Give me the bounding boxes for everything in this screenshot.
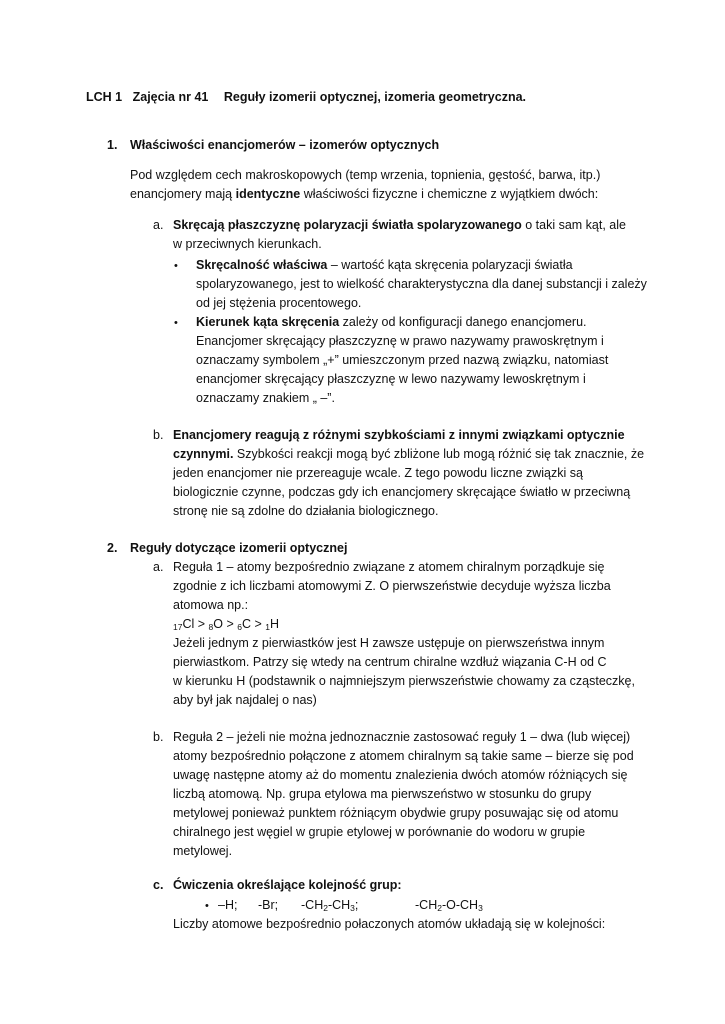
item-1b-bold: czynnymi. — [173, 447, 234, 461]
item-2a-line1: Reguła 1 – atomy bezpośrednio związane z atomem chiralnym porządkuje się — [173, 560, 605, 574]
lesson-number: Zajęcia nr 41 — [132, 90, 209, 104]
bullet-1-rest: – wartość kąta skręcenia polaryzacji światła — [327, 258, 573, 272]
item-2b-line1: Reguła 2 – jeżeli nie można jednoznacznie zastosować reguły 1 – dwa (lub więcej) — [173, 730, 631, 744]
item-1b-line1: Enancjomery reagują z różnymi szybkościami z innymi związkami optycznie — [173, 428, 625, 442]
subscript: 3 — [350, 903, 355, 913]
bullet-2-line2: Enancjomer skręcający płaszczyznę w prawo nazywamy prawoskrętnym i — [196, 334, 604, 348]
item-2b-line4: liczbą atomową. Np. grupa etylowa ma pierwszeństwo w stosunku do grupy — [173, 787, 592, 801]
bullet-2-line3: oznaczamy symbolem „+” umieszczonym przed nazwą związku, natomiast — [196, 353, 609, 367]
lesson-title: Reguły izomerii optycznej, izomeria geometryczna. — [223, 90, 527, 104]
bullet-1-bold: Skręcalność właściwa — [196, 258, 328, 272]
subscript: 8 — [208, 622, 214, 632]
item-2b-line2: atomy bezpośrednio połączone z atomem chiralnym są takie same – bierze się pod — [173, 749, 634, 763]
item-1b-line2 — [173, 445, 644, 464]
bullet-2-bold: Kierunek kąta skręcenia — [196, 315, 340, 329]
group-hydrogen: –H; — [218, 898, 238, 912]
section-1-heading: Właściwości enancjomerów – izomerów optycznych — [130, 138, 440, 152]
item-2a-line6: pierwiastkom. Patrzy się wtedy na centrum chiralne wzdłuż wiązania C-H od C — [173, 655, 607, 669]
bullet-2-line4: enancjomer skręcający płaszczyznę w lewo nazywamy lewoskrętnym i — [196, 372, 586, 386]
item-2a-line2: zgodnie z ich liczbami atomowymi Z. O pierwszeństwie decyduje wyższa liczba — [173, 579, 611, 593]
header-line — [86, 88, 526, 107]
bullet-2-rest: zależy od konfiguracji danego enancjomeru. — [339, 315, 587, 329]
item-2b-line7: metylowej. — [173, 844, 233, 858]
intro-text-rest: właściwości fizyczne i chemiczne z wyjątkiem dwóch: — [300, 187, 599, 201]
element-symbol: H — [270, 617, 280, 631]
group-part: -CH — [415, 898, 438, 912]
item-2a-line7: w kierunku H (podstawnik o najmniejszym pierwszeństwie chowamy za cząsteczkę, — [173, 674, 635, 688]
bullet-1-line1 — [196, 256, 573, 275]
item-1a-bold: Skręcają płaszczyznę polaryzacji światła spolaryzowanego — [173, 218, 522, 232]
item-2b-marker: b. — [153, 730, 164, 744]
group-part: -O-CH — [441, 898, 479, 912]
intro-bold: identyczne — [235, 187, 301, 201]
comparison-sign: > — [251, 617, 266, 631]
item-1a-marker: a. — [153, 218, 164, 232]
item-1a-rest: o taki sam kąt, ale — [521, 218, 626, 232]
item-2a-marker: a. — [153, 560, 164, 574]
section-1-intro-line1: Pod względem cech makroskopowych (temp wrzenia, topnienia, gęstość, barwa, itp.) — [130, 168, 601, 182]
element-symbol: O — [213, 617, 223, 631]
bullet-2-line1 — [196, 313, 587, 332]
group-bromine: -Br; — [258, 898, 279, 912]
item-2b-line3: uwagę następne atomy aż do momentu znalezienia dwóch atomów różniących się — [173, 768, 628, 782]
item-2c-last-line: Liczby atomowe bezpośrednio połaczonych atomów układają się w kolejności: — [173, 917, 606, 931]
item-1b-rest: Szybkości reakcji mogą być zbliżone lub mogą różnić się tak znacznie, że — [233, 447, 645, 461]
subscript: 2 — [437, 903, 442, 913]
bullet-1-line2: spolaryzowanego, jest to wielkość charakterystyczna dla danej substancji i zależy — [196, 277, 647, 291]
atomic-number-formula — [173, 615, 279, 634]
item-2b-line6: chiralnego jest węgiel w grupie etylowej w porównanie do wodoru w grupie — [173, 825, 586, 839]
section-2-heading: Reguły dotyczące izomerii optycznej — [130, 541, 348, 555]
group-part: -CH — [327, 898, 351, 912]
subscript: 2 — [323, 903, 328, 913]
item-2c-heading: Ćwiczenia określające kolejność grup: — [173, 878, 402, 892]
item-2b-line5: metylowej ponieważ punktem różniącym obydwie grupy posuwając się od atomu — [173, 806, 619, 820]
subscript: 6 — [237, 622, 242, 632]
item-2a-line5: Jeżeli jednym z pierwiastków jest H zawsze ustępuje on pierwszeństwa innym — [173, 636, 605, 650]
course-code: LCH 1 — [86, 90, 123, 104]
item-1a-line1 — [173, 216, 626, 235]
bullet-1-line3: od jej stężenia procentowego. — [196, 296, 362, 310]
item-1b-line5: stronę nie są zdolne do działania biologicznego. — [173, 504, 439, 518]
bullet-2-line5: oznaczamy znakiem „ –”. — [196, 391, 335, 405]
group-methoxymethyl — [415, 896, 483, 915]
bullet-icon: • — [174, 317, 178, 329]
group-part: -CH — [301, 898, 324, 912]
subscript: 3 — [478, 903, 483, 913]
section-2-number: 2. — [107, 541, 118, 555]
group-part: ; — [354, 898, 359, 912]
section-1-number: 1. — [107, 138, 118, 152]
item-2a-line8: aby był jak najdalej o nas) — [173, 693, 317, 707]
section-1-intro-line2 — [130, 185, 598, 204]
element-symbol: Cl — [182, 617, 195, 631]
subscript: 17 — [173, 622, 183, 632]
comparison-sign: > — [223, 617, 238, 631]
bullet-icon: • — [174, 260, 178, 272]
intro-text: enancjomery mają — [130, 187, 236, 201]
comparison-sign: > — [194, 617, 209, 631]
item-1a-line2: w przeciwnych kierunkach. — [173, 237, 322, 251]
item-1b-line4: biologicznie czynne, podczas gdy ich enancjomery skręcające światło w przeciwną — [173, 485, 631, 499]
item-2c-marker: c. — [153, 878, 164, 892]
element-symbol: C — [241, 617, 252, 631]
item-2a-line3: atomowa np.: — [173, 598, 249, 612]
bullet-icon: • — [205, 900, 209, 912]
item-1b-marker: b. — [153, 428, 164, 442]
subscript: 1 — [265, 622, 270, 632]
group-ethyl — [301, 896, 358, 915]
item-1b-line3: jeden enancjomer nie przereaguje wcale. Z tego powodu liczne związki są — [173, 466, 583, 480]
